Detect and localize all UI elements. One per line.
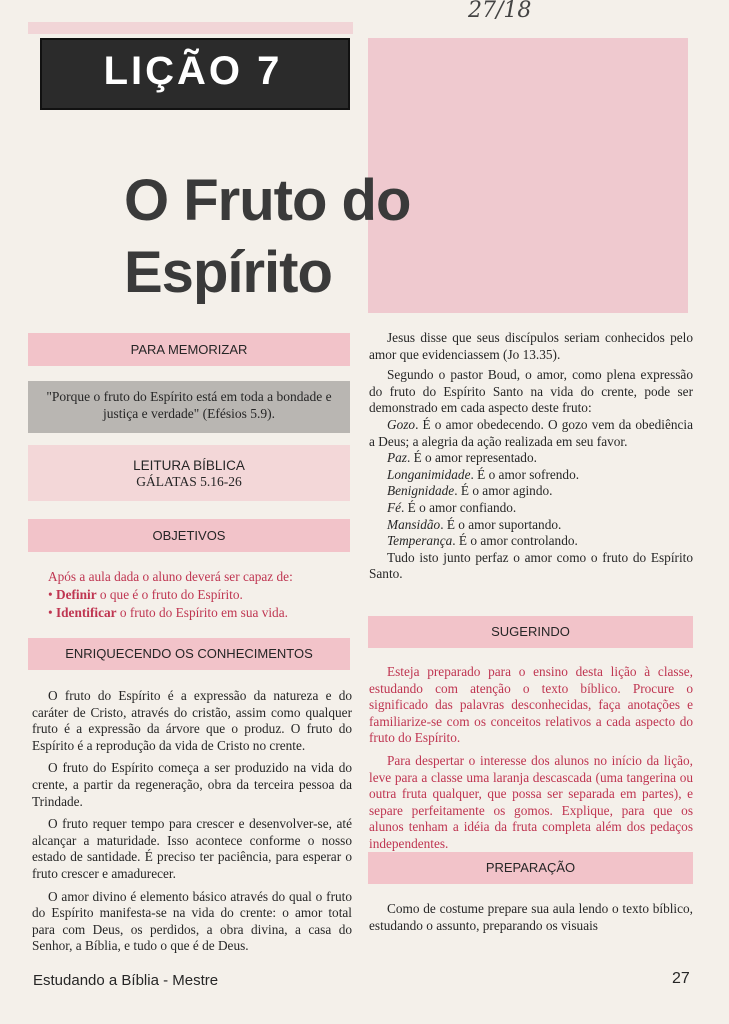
fruit-item <box>369 517 693 534</box>
fruit-name: Mansidão <box>387 516 441 532</box>
fruit-text: . É o amor agindo. <box>454 483 553 499</box>
top-left-pink-strip <box>28 22 353 34</box>
right-paragraph: Segundo o pastor Boud, o amor, como plena expressão do fruto do Espírito Santo na vida do crente, pode ser demonstrado em cada aspecto deste fruto: <box>369 367 693 416</box>
suggest-header: SUGERINDO <box>491 624 570 639</box>
objectives-header: OBJETIVOS <box>152 528 226 543</box>
reading-label: LEITURA BÍBLICA <box>133 458 245 473</box>
suggest-paragraph: Esteja preparado para o ensino desta lição à classe, estudando com atenção o texto bíblico. Procure o significado das palavras desconhecidas, faça anotações e familiarize-se com os conceitos relativos a cada aspecto do fruto do Espírito. <box>369 664 693 746</box>
fruit-item <box>369 500 693 517</box>
footer-title: Estudando a Bíblia - Mestre <box>33 972 219 989</box>
page-number: 27 <box>672 970 690 987</box>
page-title-line1: O Fruto do <box>124 168 411 233</box>
fruit-name: Fé <box>387 499 402 515</box>
fruit-name: Paz <box>387 450 407 466</box>
fruit-name: Temperança <box>387 533 453 549</box>
fruit-item <box>369 483 693 500</box>
fruit-text: . É o amor confiando. <box>401 499 517 515</box>
enrich-paragraph: O fruto requer tempo para crescer e desenvolver-se, até alcançar a maturidade. Isso acontece conforme o nosso estado de santidade. É preciso ter paciência, para esperar o fruto crescer e amadurecer. <box>32 816 352 881</box>
bullet-icon: • <box>48 587 56 602</box>
objective-verb: Identificar <box>55 605 117 620</box>
prep-header: PREPARAÇÃO <box>485 860 576 875</box>
fruit-name: Longanimidade <box>387 466 471 482</box>
objective-text: o fruto do Espírito em sua vida. <box>116 605 288 620</box>
fruit-name: Gozo <box>387 416 416 432</box>
right-paragraph: Jesus disse que seus discípulos seriam conhecidos pelo amor que evidenciassem (Jo 13.35). <box>369 330 693 362</box>
objective-verb: Definir <box>55 587 97 602</box>
lesson-badge-label: LIÇÃO 7 <box>103 49 283 93</box>
reading-box <box>28 445 350 501</box>
objective-item <box>48 587 348 604</box>
suggest-paragraph: Para despertar o interesse dos alunos no início da lição, leve para a classe uma laranja descascada (uma tangerina ou outra fruta qualquer, que possa ser separada em partes), e separe perfeitamente os gomos. Explique, para que os alunos tenham a idéia da fruta completa além dos pedaços independentes. <box>369 752 693 851</box>
right-body <box>369 330 693 583</box>
fruit-text: . É o amor sofrendo. <box>470 466 580 482</box>
top-right-pink-panel <box>368 38 688 313</box>
prep-body <box>369 901 693 934</box>
objective-item <box>48 605 348 622</box>
enrich-paragraph: O fruto do Espírito começa a ser produzido na vida do crente, a partir da regeneração, obra da terceira pessoa da Trindade. <box>32 760 352 809</box>
right-paragraph: Tudo isto junto perfaz o amor como o fruto do Espírito Santo. <box>369 549 693 582</box>
prep-paragraph: Como de costume prepare sua aula lendo o texto bíblico, estudando o assunto, preparando os visuais <box>369 901 693 933</box>
fruit-text: . É o amor suportando. <box>440 516 562 532</box>
enrich-paragraph: O amor divino é elemento básico através do qual o fruto do Espírito manifesta-se na vida do crente: o amor total para com Deus, os perdidos, a obra divina, a casa do Senhor, a Bíblia, e tudo o que é de Deus. <box>32 888 352 954</box>
fruit-text: . É o amor controlando. <box>452 533 578 549</box>
enrich-body <box>32 688 352 955</box>
memory-verse: "Porque o fruto do Espírito está em toda a bondade e justiça e verdade" (Efésios 5.9). <box>46 389 332 421</box>
memorize-header: PARA MEMORIZAR <box>130 342 248 357</box>
bullet-icon: • <box>48 605 56 620</box>
fruit-item <box>369 533 693 550</box>
enrich-paragraph: O fruto do Espírito é a expressão da natureza e do caráter de Cristo, através do cristão, assim como qualquer fruto é a expressão da árvore que o produz. O fruto do Espírito é a reprodução da vida de Cristo no crente. <box>32 688 352 753</box>
fruit-item <box>369 450 693 467</box>
handwritten-note: 27/18 <box>468 0 532 23</box>
objectives-intro: Após a aula dada o aluno deverá ser capaz de: <box>48 569 293 584</box>
suggest-body <box>369 664 693 853</box>
objective-text: o que é o fruto do Espírito. <box>96 587 243 602</box>
reading-reference: GÁLATAS 5.16-26 <box>136 474 242 489</box>
fruit-text: . É o amor representado. <box>406 450 537 466</box>
page-title-line2: Espírito <box>124 240 332 305</box>
fruit-item <box>369 417 693 450</box>
enrich-header: ENRIQUECENDO OS CONHECIMENTOS <box>65 646 313 661</box>
fruit-item <box>369 467 693 484</box>
fruit-name: Benignidade <box>387 483 455 499</box>
fruit-text: . É o amor obedecendo. O gozo vem da obediência a Deus; a alegria da ação realizada em seu favor. <box>369 416 693 449</box>
